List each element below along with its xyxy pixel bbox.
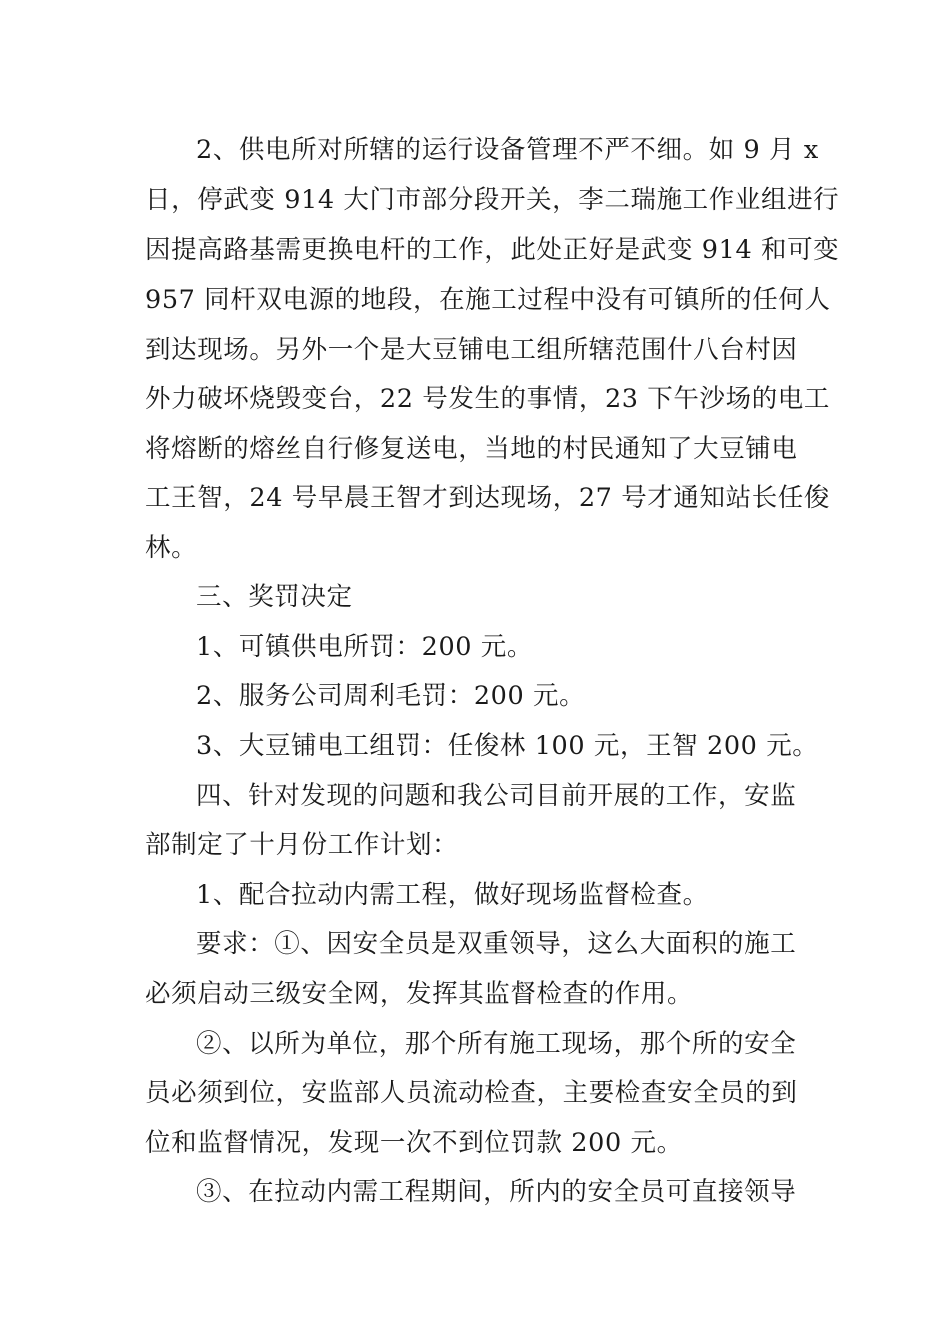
text-line: 要求：①、因安全员是双重领导，这么大面积的施工 <box>196 929 797 959</box>
text-line: 林。 <box>145 533 198 563</box>
text-line: 到达现场。另外一个是大豆铺电工组所辖范围什八台村因 <box>145 335 798 365</box>
section-heading: 三、奖罚决定 <box>196 582 353 612</box>
text-line: 将熔断的熔丝自行修复送电，当地的村民通知了大豆铺电 <box>145 434 798 464</box>
text-line: 2、服务公司周利毛罚：200 元。 <box>196 681 586 711</box>
text-line: 3、大豆铺电工组罚：任俊林 100 元，王智 200 元。 <box>196 731 819 761</box>
text-line: 必须启动三级安全网，发挥其监督检查的作用。 <box>145 979 694 1009</box>
text-line: 员必须到位，安监部人员流动检查，主要检查安全员的到 <box>145 1078 798 1108</box>
text-line: ②、以所为单位，那个所有施工现场，那个所的安全 <box>196 1029 797 1059</box>
text-line: 部制定了十月份工作计划： <box>145 830 459 860</box>
text-line: 1、配合拉动内需工程，做好现场监督检查。 <box>196 880 709 910</box>
text-line: 日，停武变 914 大门市部分段开关，李二瑞施工作业组进行 <box>145 185 840 215</box>
section-heading: 四、针对发现的问题和我公司目前开展的工作，安监 <box>196 781 797 811</box>
text-line: 957 同杆双电源的地段，在施工过程中没有可镇所的任何人 <box>145 285 831 315</box>
text-line: 位和监督情况，发现一次不到位罚款 200 元。 <box>145 1128 683 1158</box>
text-line: 因提高路基需更换电杆的工作，此处正好是武变 914 和可变 <box>145 235 840 265</box>
text-line: 外力破坏烧毁变台，22 号发生的事情，23 下午沙场的电工 <box>145 384 831 414</box>
text-line: 2、供电所对所辖的运行设备管理不严不细。如 9 月 x <box>196 135 819 165</box>
text-line: ③、在拉动内需工程期间，所内的安全员可直接领导 <box>196 1177 797 1207</box>
text-line: 工王智，24 号早晨王智才到达现场，27 号才通知站长任俊 <box>145 483 831 513</box>
text-line: 1、可镇供电所罚：200 元。 <box>196 632 534 662</box>
